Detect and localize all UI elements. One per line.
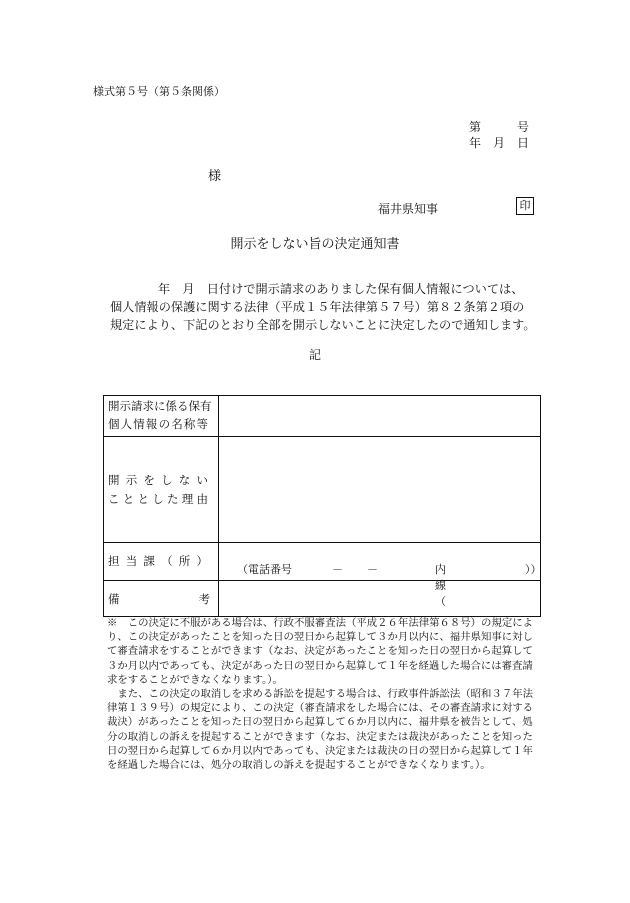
note-text: ※ この決定に不服がある場合は、行政不服審査法（平成２６年法律第６８号）の規定により、この決定があったことを知った日の翌日から起算して３か月以内に、福井県知事に対して審査請求をすることができます（なお、決定があったことを知った日の翌日から起算して３か月以内であっても、決定があった日の翌日から起算して１年を経過した場合には審査請求をすることができなくなります。）。 xyxy=(107,617,534,686)
note-text: また、この決定の取消しを求める訴訟を提起する場合は、行政事件訴訟法（昭和３７年法律第１３９号）の規定により、この決定（審査請求をした場合には、その審査請求に対する裁決）があったことを知った日の翌日から起算して６か月以内に、福井県を被告として、処分の取消しの訴えを提起することができます（なお、決定または裁決があったことを知った日の翌日から起算して６か月以内であっても、決定または裁決の日の翌日から起算して１年を経過した場合には、処分の取消しの訴えを提起することができなくなります。）。 xyxy=(107,688,534,772)
table-row xyxy=(104,396,541,437)
table-row xyxy=(104,437,541,543)
value-requested-info xyxy=(219,396,541,437)
body-line-2: 個人情報の保護に関する法律（平成１５年法律第５７号）第８２条第２項の xyxy=(110,300,525,314)
phone-dash: － xyxy=(332,563,343,576)
note-lawsuit xyxy=(107,687,537,772)
label-line: 開示請求に係る保有 xyxy=(108,399,212,413)
label-reason xyxy=(104,437,219,543)
label-line: 個人情報の名称等 xyxy=(108,417,208,431)
table-row xyxy=(104,543,541,581)
label-char: 考 xyxy=(198,591,210,606)
label-line: 担当課（所） xyxy=(108,554,208,568)
extension-close: ）） xyxy=(525,563,542,576)
issuer-name: 福井県知事 xyxy=(378,202,439,216)
document-title: 開示をしない旨の決定通知書 xyxy=(230,237,400,252)
extension-label: 内線（ xyxy=(435,563,446,608)
phone-line xyxy=(237,561,542,608)
document-date: 年 月 日 xyxy=(469,136,530,150)
body-line-1: 年 月 日付けで開示請求のありました保有個人情報については、 xyxy=(158,282,524,296)
note-appeal xyxy=(107,616,537,687)
label-department xyxy=(104,543,219,581)
phone-dash: － xyxy=(367,563,378,576)
label-line: 開示をしない xyxy=(108,472,208,487)
label-char: 備 xyxy=(108,591,120,606)
value-reason xyxy=(219,437,541,543)
body-line-3: 規定により、下記のとおり全部を開示しないことに決定したので通知します。 xyxy=(110,318,536,332)
seal-stamp-box: 印 xyxy=(516,197,534,215)
label-remarks xyxy=(104,581,219,617)
value-remarks xyxy=(219,581,541,617)
form-number: 様式第５号（第５条関係） xyxy=(93,85,225,98)
ki-heading: 記 xyxy=(308,348,321,362)
label-line: こととした理由 xyxy=(108,491,208,506)
value-department xyxy=(219,543,542,608)
details-table xyxy=(103,395,541,617)
phone-label: （電話番号 xyxy=(237,563,292,576)
document-number: 第 号 xyxy=(469,120,530,134)
addressee-honorific: 様 xyxy=(208,169,222,184)
table-row xyxy=(104,581,541,617)
label-requested-info xyxy=(104,396,219,437)
